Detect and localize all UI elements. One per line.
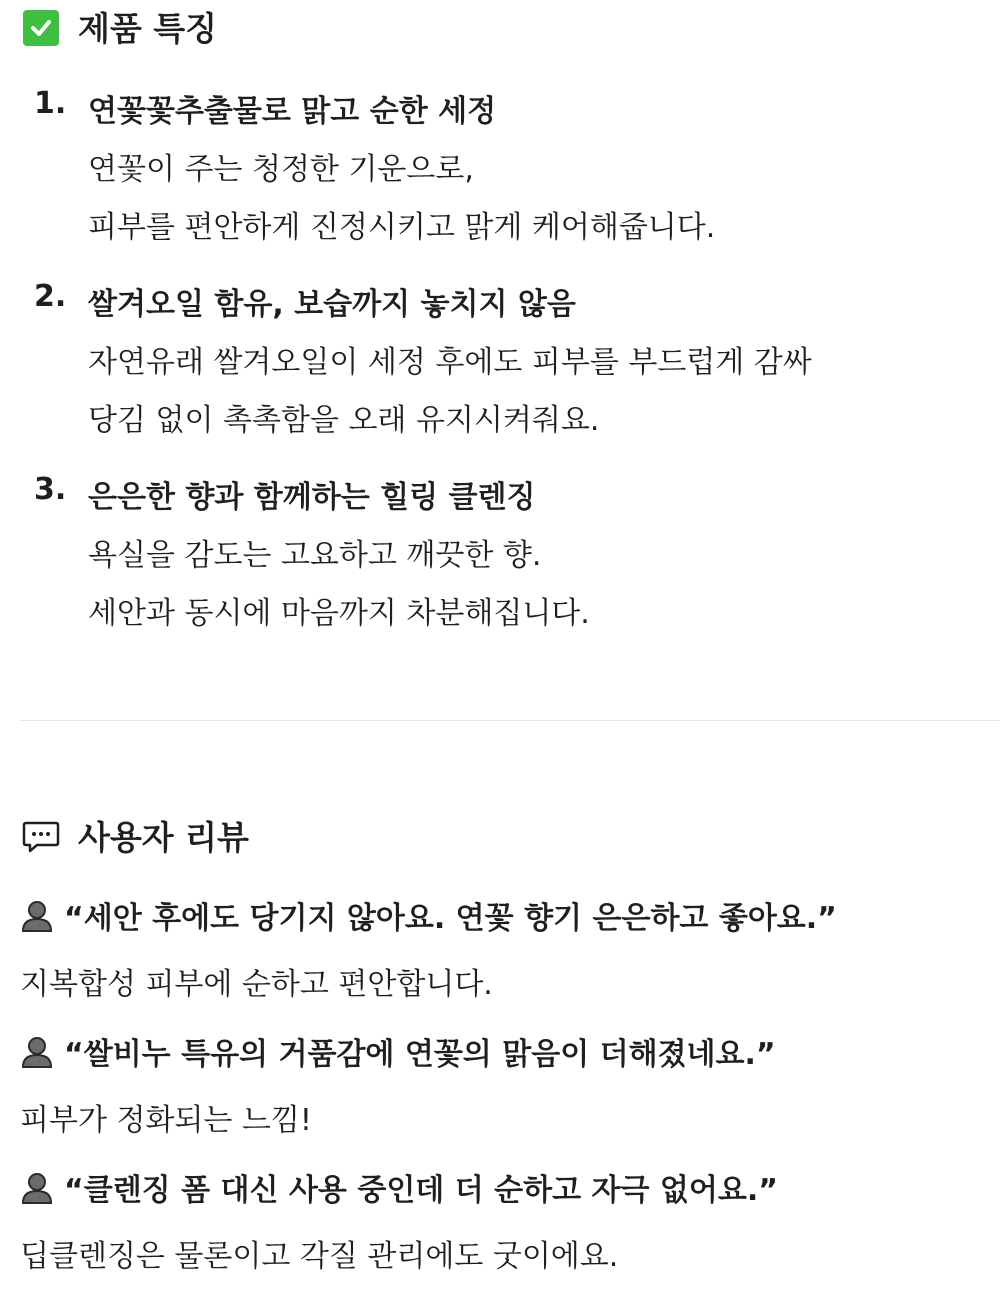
- features-heading: [22, 9, 217, 47]
- check-box-icon: [22, 9, 60, 47]
- person-silhouette-icon: [20, 898, 54, 932]
- review-quote: “세안 후에도 당기지 않아요. 연꽃 향기 은은하고 좋아요.”: [64, 901, 837, 936]
- feature-number: 3.: [34, 472, 67, 507]
- feature-line: 욕실을 감도는 고요하고 깨끗한 향.: [88, 538, 542, 573]
- feature-title: 은은한 향과 함께하는 힐링 클렌징: [88, 480, 536, 515]
- speech-bubble-icon: [22, 818, 60, 856]
- reviews-title: 사용자 리뷰: [78, 817, 249, 857]
- feature-line: 피부를 편안하게 진정시키고 맑게 케어해줍니다.: [88, 210, 716, 245]
- feature-line: 자연유래 쌀겨오일이 세정 후에도 피부를 부드럽게 감싸: [88, 345, 812, 380]
- feature-title: 쌀겨오일 함유, 보습까지 놓치지 않음: [88, 287, 576, 322]
- reviews-heading: [22, 818, 249, 856]
- review-item-2: [20, 1029, 980, 1139]
- review-item-3: [20, 1165, 980, 1275]
- person-silhouette-icon: [20, 1034, 54, 1068]
- person-silhouette-icon: [20, 1170, 54, 1204]
- review-detail: 지복합성 피부에 순하고 편안합니다.: [20, 967, 493, 1002]
- review-quote: “클렌징 폼 대신 사용 중인데 더 순하고 자극 없어요.”: [64, 1173, 778, 1208]
- feature-line: 당김 없이 촉촉함을 오래 유지시켜줘요.: [88, 403, 600, 438]
- section-divider: [20, 720, 1000, 721]
- feature-number: 2.: [34, 279, 67, 314]
- feature-number: 1.: [34, 86, 67, 121]
- feature-line: 연꽃이 주는 청정한 기운으로,: [88, 152, 474, 187]
- feature-title: 연꽃꽃추출물로 맑고 순한 세정: [88, 94, 497, 129]
- review-quote: “쌀비누 특유의 거품감에 연꽃의 맑음이 더해졌네요.”: [64, 1037, 776, 1072]
- review-detail: 피부가 정화되는 느낌!: [20, 1103, 312, 1138]
- feature-line: 세안과 동시에 마음까지 차분해집니다.: [88, 596, 590, 631]
- review-item-1: [20, 893, 980, 1003]
- features-title: 제품 특징: [78, 8, 218, 48]
- review-detail: 딥클렌징은 물론이고 각질 관리에도 굿이에요.: [20, 1239, 619, 1274]
